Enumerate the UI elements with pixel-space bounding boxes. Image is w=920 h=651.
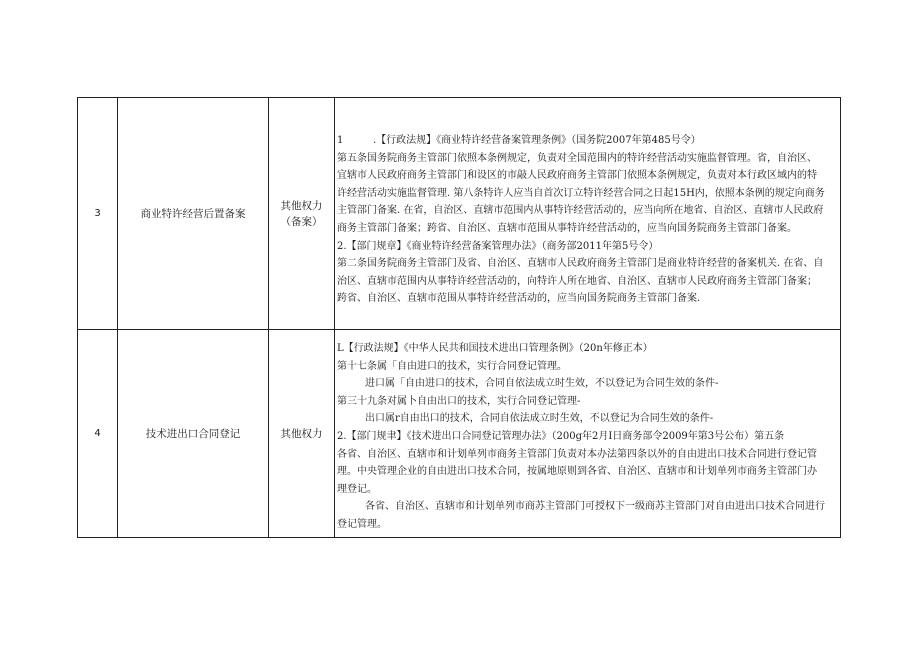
basis-line: 第五条国务院商务主管部门依照本条例规定，负责对全国范围内的特许经营活动实施监督管理。省，自治区、 bbox=[337, 152, 817, 164]
basis-line bbox=[337, 132, 838, 150]
row-number: 3 bbox=[78, 98, 118, 330]
basis-line: 2.【部门规章】《商业特许经营备案管理办法》（商务部2011年第5号令） bbox=[337, 240, 659, 252]
authority-table bbox=[77, 97, 841, 538]
authority-type-line2: （备案） bbox=[280, 215, 323, 228]
basis-line-text: .【行政法规】《商业特许经营备案管理条例》（国务院2007年第485号令） bbox=[373, 135, 701, 146]
basis-line: L【行政法规】《中华人民共和国技术进出口管理条例》（20n年修正本） bbox=[337, 343, 653, 354]
basis-item-number: 1 bbox=[337, 135, 344, 146]
authority-type-line1: 其他权力 bbox=[280, 199, 323, 212]
basis-line: 宜辖市人民政府商务主管部门和设区的市敲人民政府商务主管部门依照本条例规定，负责对本行政区域内的特 bbox=[337, 170, 817, 182]
basis-line: 第十七条属「自由进口的技术，实行合同登记管理。 bbox=[337, 360, 567, 372]
basis-line: 出口属r自由出口的技术，合同自依法成立时生效，不以登记为合同生效的条件- bbox=[365, 413, 714, 425]
basis-line: 理登记。 bbox=[337, 483, 377, 495]
basis-line: 登记管理。 bbox=[337, 518, 387, 530]
basis-line: 各省、自治区、直辖市和计划单列市商苏主管部门可授权下一级商苏主管部门对自由进出口技术合同进行 bbox=[365, 501, 825, 513]
authority-type bbox=[269, 98, 335, 330]
basis-line: 主管部门备案. 在省，自治区、直辖市范围内从事特许经营活动的，应当向所在地省、自治区、直辖市人民政府 bbox=[337, 205, 824, 217]
table-row bbox=[78, 98, 841, 330]
basis-line: 许经营活动实施监督管理. 第八条特许人应当自首次订立特许经营合同之日起15H内，依照本条例的规定向商务 bbox=[337, 187, 825, 199]
authority-type bbox=[269, 330, 335, 538]
basis-line: 2.【部门规聿】《技术进出口合同登记管理办法》（200g年2月I日商务部令2009年第3号公布）第五条 bbox=[337, 430, 785, 442]
basis-line: 第二条国务院商务主管部门及省、自治区、直辖市人民政府商务主管部门是商业特许经营的备案机关. 在省、自 bbox=[337, 258, 824, 270]
basis-line: 各省、自治区、直辖市和计划单列市商务主管部门负责对本办法第四条以外的自由进出口技术合同进行登记管 bbox=[337, 448, 817, 460]
legal-basis-cell bbox=[335, 330, 841, 538]
row-number: 4 bbox=[78, 330, 118, 538]
basis-line: 跨省、自治区、直辖市范围从事特许经营活动的，应当向国务院商务主管部门备案. bbox=[337, 293, 701, 305]
basis-line: 第三十九条对属卜自由出口的技术，实行合同登记管理- bbox=[337, 395, 581, 407]
basis-line: 商务主管部门备案；跨省、自治区、直辖市范围从事特许经营活动的，应当向国务院商务主管部门备案。 bbox=[337, 222, 797, 234]
basis-line: 理。中央管理企业的自由进出口技术合同，按属地原则到各省、自治区、直辖市和计划单列市商务主管部门办 bbox=[337, 466, 817, 478]
table-row bbox=[78, 330, 841, 538]
authority-type-line1: 其他权力 bbox=[280, 427, 323, 440]
item-name: 技术进出口合同登记 bbox=[118, 330, 269, 538]
basis-line: 进口属「自由进口的技术，合同自依法成立时生效，不以登记为合同生效的条件- bbox=[365, 378, 719, 390]
item-name: 商业特许经营后置备案 bbox=[118, 98, 269, 330]
legal-basis-cell bbox=[335, 98, 841, 330]
basis-line: 治区、直辖市范围内从事特许经营活动的，向特许人所在地省、自治区、直辖市人民政府商务主管部门备案； bbox=[337, 275, 817, 287]
